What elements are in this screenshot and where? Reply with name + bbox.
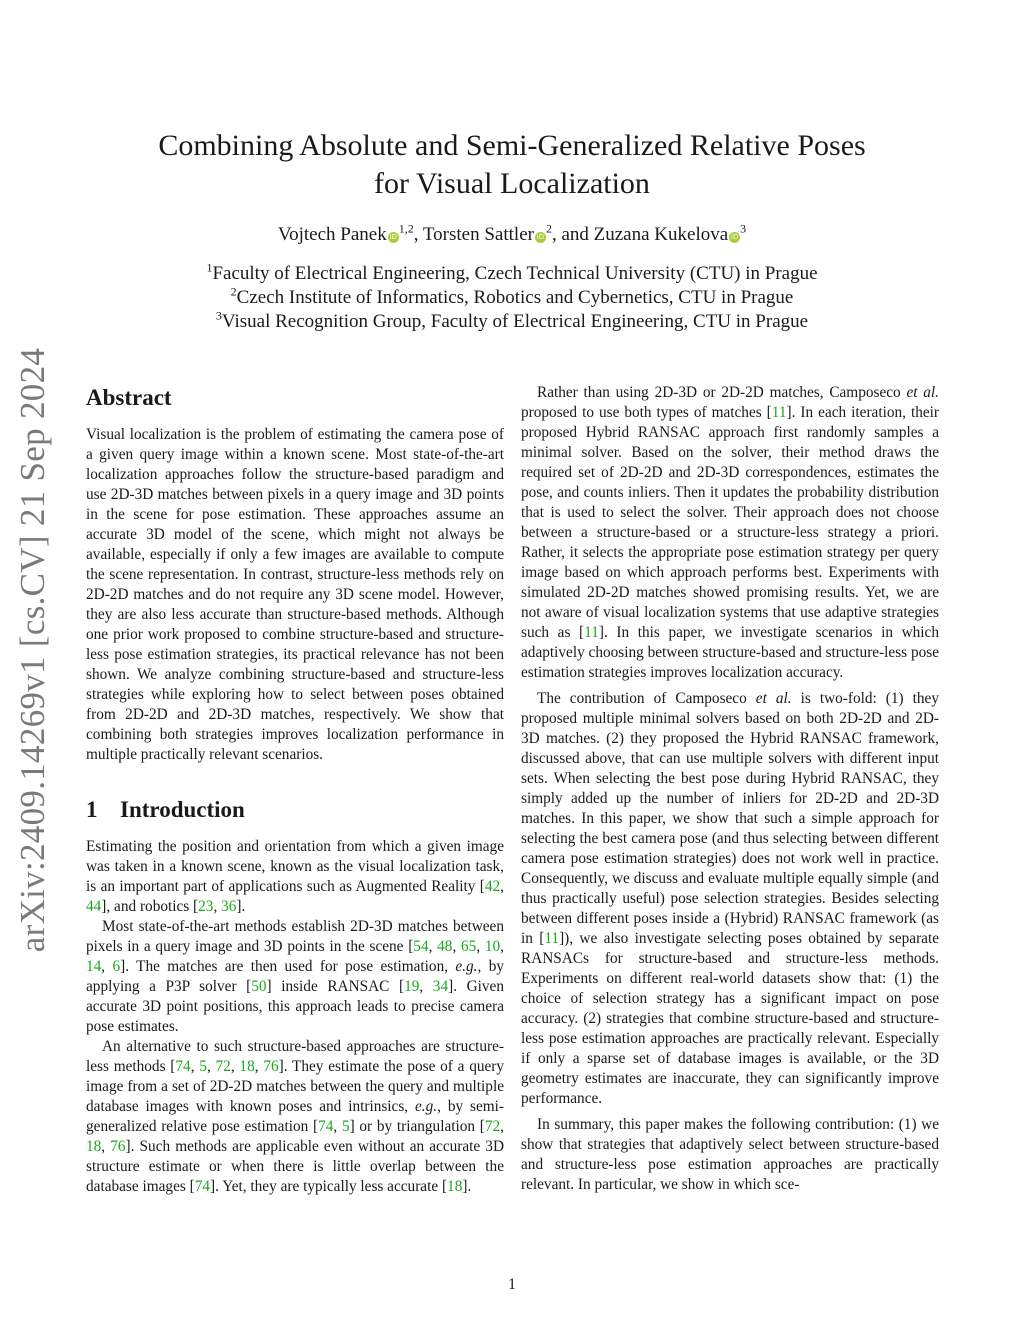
citation-link[interactable]: 54 — [413, 938, 429, 955]
author-name: Vojtech Panek — [277, 224, 387, 245]
citation-link[interactable]: 50 — [251, 978, 267, 995]
citation-link[interactable]: 11 — [584, 624, 599, 641]
citation-link[interactable]: 14 — [86, 958, 102, 975]
citation-link[interactable]: 74 — [175, 1058, 191, 1075]
citation-link[interactable]: 72 — [215, 1058, 231, 1075]
affiliation-list — [110, 262, 914, 334]
affiliation — [110, 310, 914, 334]
citation-link[interactable]: 11 — [544, 930, 560, 947]
arxiv-id: arXiv:2409.14269v1 [cs.CV] 21 Sep 2024 — [13, 347, 52, 953]
paper-title — [110, 127, 914, 203]
citation-link[interactable]: 18 — [239, 1058, 255, 1075]
citation-link[interactable]: 5 — [199, 1058, 207, 1075]
affiliation-marker: 1 — [206, 260, 213, 275]
abstract-heading: Abstract — [86, 385, 172, 410]
orcid-icon[interactable]: iD — [731, 233, 739, 241]
citation-link[interactable]: 18 — [447, 1178, 463, 1195]
intro-paragraph-6: In summary, this paper makes the following contribution: (1) we show that strategies that adaptively select between structure-based and structure-less pose estimation approaches are practically relevant. In particular, we show in which sce- — [521, 1116, 939, 1193]
section-title: Introduction — [120, 797, 245, 822]
citation-link[interactable]: 5 — [341, 1118, 350, 1135]
citation-link[interactable]: 74 — [318, 1118, 334, 1135]
author-affil-marker: 2 — [545, 221, 552, 236]
page-number: 1 — [508, 1276, 516, 1293]
citation-link[interactable]: 42 — [484, 878, 501, 895]
title-line-1: Combining Absolute and Semi-Generalized Relative Poses — [158, 129, 866, 162]
intro-paragraph-4: Rather than using 2D-3D or 2D-2D matches, Camposeco et al. proposed to use both types of matches [11]. In each iteration, their proposed Hybrid RANSAC approach first randomly samples a minimal solver. Based on the solver, their method draws the required set of 2D-2D and 2D-3D correspondences, estimates the pose, and counts inliers. Then it updates the probability distribution that is used to select the solver. Their approach does not choose between a structure-based or a structure-less strategy a priori. Rather, it selects the appropriate pose estimation strategy per query image based on which approach performs best. Experiments with simulated 2D-2D matches showed promising results. Yet, we are not aware of visual localization systems that use adaptive strategies such as [11]. In this paper, we investigate scenarios in which adaptively choosing between structure-based and structure-less pose estimation strategies improves localization accuracy. — [521, 384, 940, 681]
citation-link[interactable]: 76 — [110, 1138, 126, 1155]
citation-link[interactable]: 72 — [484, 1118, 501, 1135]
citation-link[interactable]: 11 — [771, 404, 787, 421]
author-list — [110, 222, 914, 248]
citation-link[interactable]: 6 — [112, 958, 121, 975]
affiliation — [110, 286, 914, 310]
title-line-2: for Visual Localization — [374, 167, 650, 200]
right-column — [521, 383, 939, 1195]
citation-link[interactable]: 65 — [461, 938, 477, 955]
abstract-text: Visual localization is the problem of estimating the camera pose of a given query image within a known scene. Most state-of-the-art localization approaches follow the structure-based paradigm and use 2D-3D matches between pixels in a query image and 3D points in the scene for pose estimation. These approaches assume an accurate 3D model of the scene, which might not always be available, especially if only a few images are available to compute the scene representation. In contrast, structure-less methods rely on 2D-2D matches and do not require any 3D scene model. However, they are also less accurate than structure-based methods. Although one prior work proposed to combine structure-based and structure-less pose estimation strategies, its practical relevance has not been shown. We analyze combining structure-based and structure-less strategies while exploring how to select between poses obtained from 2D-2D and 2D-3D matches, respectively. We show that combining both strategies improves localization performance in multiple practically relevant scenarios. — [86, 426, 504, 763]
affiliation-marker: 3 — [215, 308, 222, 323]
citation-link[interactable]: 76 — [263, 1058, 279, 1075]
intro-paragraph-5: The contribution of Camposeco et al. is two-fold: (1) they proposed multiple minimal solvers based on both 2D-2D and 2D-3D matches. (2) they proposed the Hybrid RANSAC framework, discussed above, that can use multiple solvers with different input sets. When selecting the best pose during Hybrid RANSAC, they simply added up the number of inliers for 2D-2D and 2D-3D matches. In this paper, we show that such a simple approach for selecting the best camera pose (and thus selecting between different camera pose estimation strategies) does not work well in practice. Consequently, we discuss and evaluate multiple equally simple (and thus practically useful) pose selection strategies. Besides selecting between different poses inside a (Hybrid) RANSAC framework (as in [11]), we also investigate selecting poses obtained by separate RANSACs for structure-based and structure-less methods. Experiments on different real-world datasets show that: (1) the choice of selection strategy has a significant impact on pose accuracy. (2) strategies that combine structure-based and structure-less pose estimation approaches are practically relevant. Especially if only a sparse set of database images is available, or the 3D geometry estimates are inaccurate, they can significantly improve performance. — [521, 690, 939, 1107]
affiliation-text: Faculty of Electrical Engineering, Czech Technical University (CTU) in Prague — [212, 263, 818, 284]
affiliation-marker: 2 — [230, 284, 237, 299]
arxiv-stamp — [2, 347, 64, 953]
citation-link[interactable]: 18 — [86, 1138, 102, 1155]
introduction-heading — [86, 795, 504, 825]
intro-paragraph-1: Estimating the position and orientation from which a given image was taken in a known scene, known as the visual localization task, is an important part of applications such as Augmented Reality [42, 44], and robotics [23, 36]. — [86, 838, 504, 915]
citation-link[interactable]: 44 — [86, 898, 102, 915]
citation-link[interactable]: 36 — [221, 898, 237, 915]
left-column — [86, 383, 504, 1197]
intro-paragraph-3: An alternative to such structure-based approaches are structure-less methods [74, 5, 72, 18, 76]. They estimate the pose of a query image from a set of 2D-2D matches between the query and multiple database images with known poses and intrinsics, e.g., by semi-generalized relative pose estimation [74, 5] or by triangulation [72, 18, 76]. Such methods are applicable even without an accurate 3D structure estimate or when there is little overlap between the database images [74]. Yet, they are typically less accurate [18]. — [86, 1038, 505, 1195]
author-name: Torsten Sattler — [422, 224, 534, 245]
citation-link[interactable]: 23 — [198, 898, 214, 915]
author-affil-marker: 3 — [740, 221, 747, 236]
citation-link[interactable]: 48 — [437, 938, 453, 955]
author-separator: , — [413, 224, 423, 245]
orcid-icon[interactable]: iD — [389, 233, 397, 241]
orcid-icon[interactable]: iD — [536, 233, 545, 241]
affiliation-text: Czech Institute of Informatics, Robotics and Cybernetics, CTU in Prague — [236, 287, 794, 308]
citation-link[interactable]: 10 — [484, 938, 501, 955]
author-affil-marker: 1,2 — [398, 221, 414, 236]
citation-link[interactable]: 74 — [194, 1178, 211, 1195]
citation-link[interactable]: 34 — [432, 978, 449, 995]
intro-paragraph-2: Most state-of-the-art methods establish 2D-3D matches between pixels in a query image and 3D points in the scene [54, 48, 65, 10, 14, 6]. The matches are then used for pose estimation, e.g., by applying a P3P solver [50] inside RANSAC [19, 34]. Given accurate 3D point positions, this approach leads to precise camera pose estimates. — [86, 918, 504, 1035]
affiliation-text: Visual Recognition Group, Faculty of Electrical Engineering, CTU in Prague — [221, 311, 809, 332]
section-number: 1 — [86, 797, 98, 822]
author-name: Zuzana Kukelova — [593, 224, 729, 245]
author-separator: , and — [551, 224, 594, 245]
affiliation — [110, 262, 914, 286]
citation-link[interactable]: 19 — [404, 978, 420, 995]
